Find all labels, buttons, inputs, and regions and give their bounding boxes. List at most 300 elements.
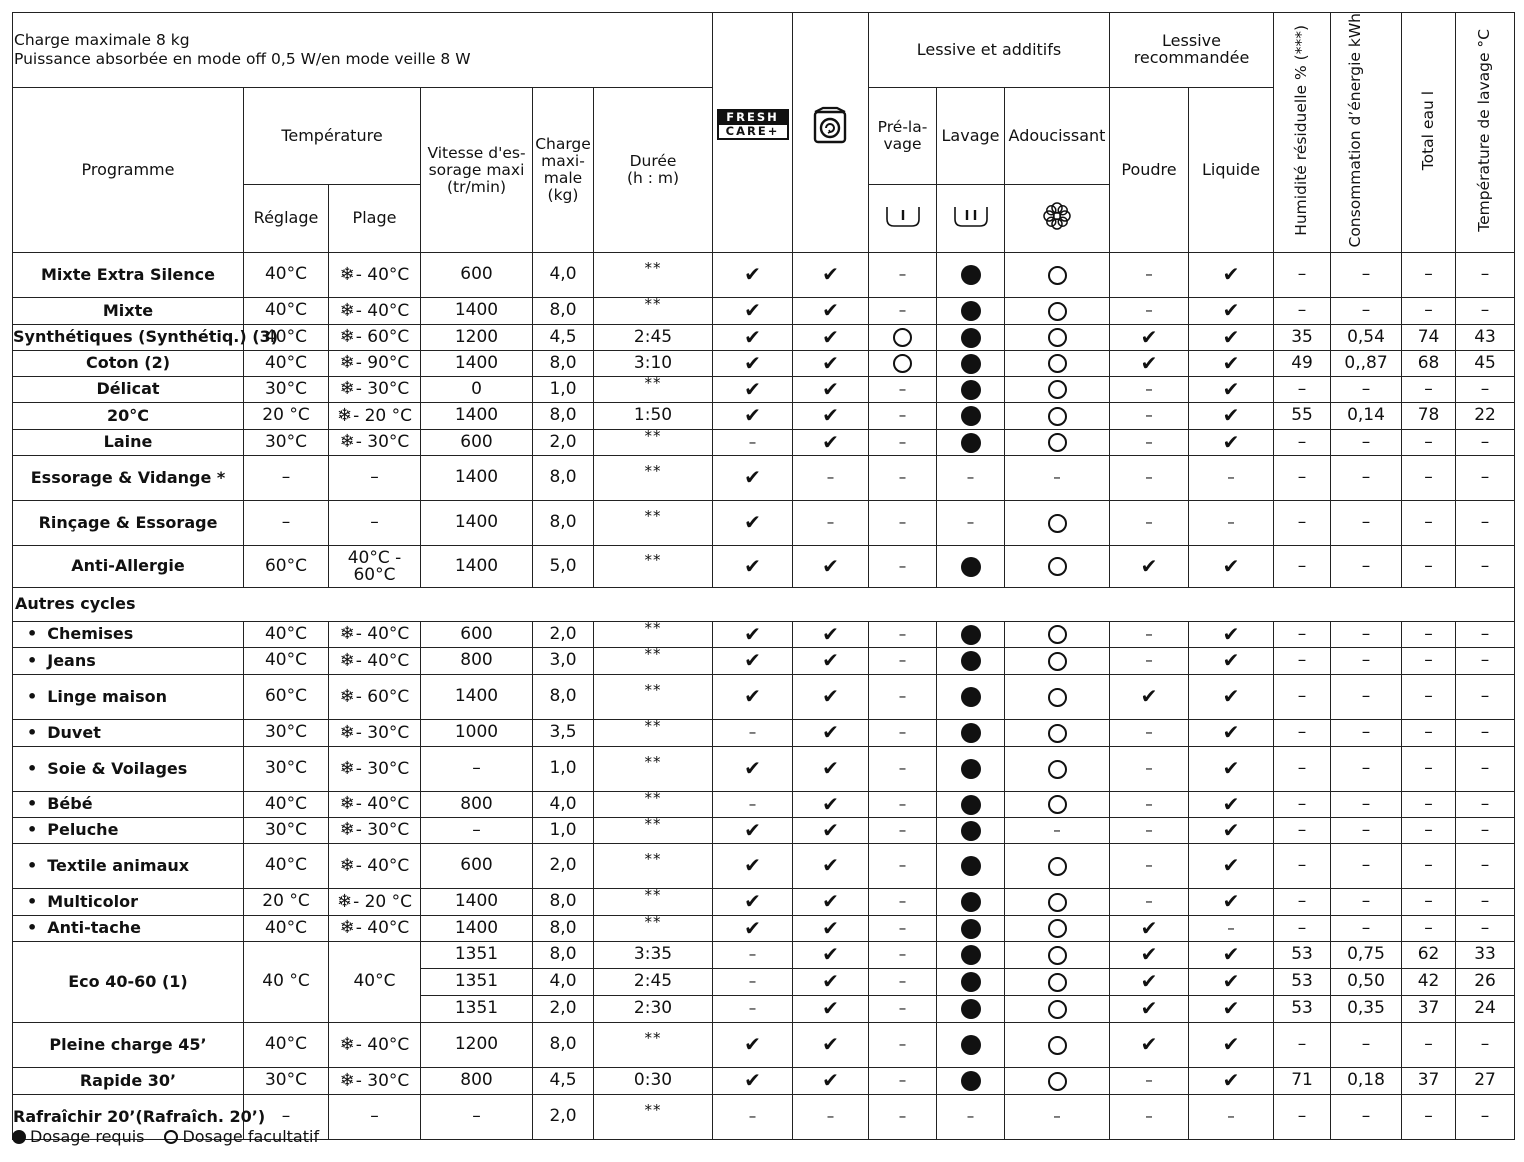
steam-cell [793,792,869,818]
spin-speed-value: 1351 [454,998,499,1019]
temp-setting: 40°C [244,298,329,325]
steam-cell [793,844,869,889]
legend-optional: Dosage facultatif [182,1127,320,1146]
water: – [1402,1095,1456,1140]
energy: 0,54 [1331,325,1402,351]
humidity: – [1274,377,1331,403]
dash-mark: – [898,1035,907,1054]
checkmark-icon: ✔ [1222,684,1240,709]
load-kg-value: 8,0 [549,512,577,533]
steam-cell [793,430,869,456]
fresh-cell [713,1068,793,1095]
steam-cell [793,298,869,325]
legend-required: Dosage requis [30,1127,145,1146]
checkmark-icon: ✔ [822,684,839,709]
temp-setting: – [244,456,329,501]
water: – [1402,430,1456,456]
energy: – [1331,501,1402,546]
humidity: – [1274,844,1331,889]
ado-cell [1005,648,1110,675]
humidity: 35 [1274,325,1331,351]
fresh-cell [713,1095,793,1140]
checkmark-icon: ✔ [1222,942,1240,967]
ado-cell [1005,675,1110,720]
checkmark-icon: ✔ [822,915,839,940]
prewash-header: Pré-la-vage [869,88,937,185]
spin-speed-value: 1400 [454,555,499,576]
max-load-header: Charge maxi-male (kg) [533,88,594,253]
table-row [13,844,1515,889]
energy: – [1331,844,1402,889]
checkmark-icon: ✔ [822,429,839,454]
drum-steam-icon [811,106,851,146]
spin-speed-value: 1400 [454,917,499,938]
ado-cell [1005,792,1110,818]
ring-icon [1048,1000,1067,1019]
compartment-II-icon [952,203,990,229]
table-row [13,430,1515,456]
temp-range-value: - 40°C [355,794,410,815]
ring-icon [1048,514,1067,533]
lav-cell [937,1023,1005,1068]
temp-range [329,622,421,648]
duration [594,426,713,456]
spin-speed-value: 1400 [454,300,499,321]
checkmark-icon: ✔ [744,1032,761,1057]
wash-temp: 45 [1456,351,1515,377]
water: – [1402,546,1456,588]
lav-cell [937,720,1005,747]
recommended-detergent-header: Lessive recommandée [1110,13,1274,88]
ado-cell [1005,622,1110,648]
checkmark-icon: ✔ [1222,403,1240,428]
duration [594,351,713,377]
filled-dot-icon [961,301,981,321]
liq-cell [1189,792,1274,818]
duration-value: ** [644,1029,662,1048]
programme-name: Rinçage & Essorage [13,501,244,546]
fresh-cell [713,996,793,1023]
ado-cell [1005,1095,1110,1140]
fresh-cell [713,747,793,792]
programme-name: • Textile animaux [13,844,244,889]
checkmark-icon: ✔ [822,942,839,967]
temp-range-value: - 20 °C [353,891,413,912]
temp-setting: 40°C [244,351,329,377]
checkmark-icon: ✔ [1222,853,1240,878]
humidity: – [1274,1023,1331,1068]
pre-cell [869,377,937,403]
duration [594,456,713,501]
dash-mark: – [1145,794,1153,813]
duration-value: 2:45 [633,326,673,347]
table-row [13,942,1515,969]
dash-mark: – [898,468,907,487]
fresh-cell [713,298,793,325]
spin-speed-value: 800 [460,1070,493,1091]
pre-cell [869,1023,937,1068]
dash-mark: – [898,892,907,911]
duration [594,618,713,648]
humidity: – [1274,792,1331,818]
section-row [13,588,1515,622]
load-kg [533,720,594,747]
dash-mark: – [1145,723,1153,742]
spin-speed [421,1068,533,1095]
spin-speed [421,351,533,377]
load-kg-value: 1,0 [549,819,577,840]
compartment-I-icon [884,203,922,229]
pre-cell [869,351,937,377]
temp-range-value: - 40°C [355,650,410,671]
temp-range-value: – [370,467,379,488]
water: 37 [1402,1068,1456,1095]
humidity: – [1274,546,1331,588]
checkmark-icon: ✔ [1222,817,1240,842]
liq-cell [1189,325,1274,351]
snowflake-icon: ❄ [339,1033,355,1055]
lav-cell [937,622,1005,648]
steam-cell [793,720,869,747]
load-kg-value: 2,0 [549,1106,577,1127]
wash-temp: – [1456,501,1515,546]
pou-cell [1110,1068,1189,1095]
load-kg [533,325,594,351]
dash-mark: – [898,406,907,425]
spin-speed [421,942,533,969]
energy: – [1331,377,1402,403]
lav-cell [937,844,1005,889]
ring-icon [1048,557,1067,576]
temp-range-value: - 90°C [355,353,410,374]
checkmark-icon: ✔ [822,376,839,401]
load-kg [533,996,594,1023]
ring-icon [1048,433,1067,452]
table-row [13,501,1515,546]
duration [594,675,713,720]
dash-mark: – [898,759,907,778]
load-kg-value: 2,0 [549,623,577,644]
duration-value: ** [644,1101,662,1120]
dash-mark: – [898,1071,907,1090]
wash-temp: – [1456,456,1515,501]
liq-cell [1189,675,1274,720]
liq-cell [1189,969,1274,996]
wash-temp: – [1456,818,1515,844]
lav-cell [937,501,1005,546]
programme-name: Laine [13,430,244,456]
snowflake-icon: ❄ [339,854,355,876]
energy: – [1331,1023,1402,1068]
filled-dot-icon [961,945,981,965]
checkmark-icon: ✔ [1140,1032,1158,1057]
steam-cell [793,648,869,675]
checkmark-icon: ✔ [1222,621,1240,646]
pre-cell [869,889,937,916]
water: – [1402,648,1456,675]
pre-cell [869,253,937,298]
programme-name: • Jeans [13,648,244,675]
checkmark-icon: ✔ [744,553,761,578]
spin-speed [421,818,533,844]
lav-cell [937,546,1005,588]
lav-cell [937,818,1005,844]
pre-cell [869,430,937,456]
pou-cell [1110,403,1189,430]
load-kg [533,969,594,996]
energy: – [1331,916,1402,942]
energy: – [1331,889,1402,916]
dash-mark: – [898,918,907,937]
dash-mark: – [1227,513,1235,532]
checkmark-icon: ✔ [822,350,839,375]
duration [594,1095,713,1140]
spin-speed [421,844,533,889]
filled-dot-icon [961,723,981,743]
checkmark-icon: ✔ [822,403,839,428]
checkmark-icon: ✔ [1140,553,1158,578]
temp-setting: 30°C [244,1068,329,1095]
dash-mark: – [898,379,907,398]
steam-cell [793,501,869,546]
checkmark-icon: ✔ [1222,1068,1240,1093]
table-row [13,253,1515,298]
checkmark-icon: ✔ [822,262,839,287]
humidity: – [1274,430,1331,456]
checkmark-icon: ✔ [744,853,761,878]
wash-temp: – [1456,377,1515,403]
load-kg-value: 3,5 [549,722,577,743]
fresh-cell [713,351,793,377]
checkmark-icon: ✔ [1140,969,1158,994]
energy: – [1331,792,1402,818]
dash-mark: – [826,513,835,532]
filled-dot-icon [961,687,981,707]
pou-cell [1110,253,1189,298]
table-row [13,403,1515,430]
filled-dot-icon [961,821,981,841]
wash-header: Lavage [937,88,1005,185]
load-kg-value: 4,5 [549,326,577,347]
humidity: – [1274,298,1331,325]
dash-mark: – [826,468,835,487]
pre-cell [869,325,937,351]
dash-mark: – [898,794,907,813]
load-kg-value: 2,0 [549,998,577,1019]
temp-setting: 60°C [244,546,329,588]
lav-cell [937,403,1005,430]
temp-range [329,747,421,792]
humidity-label: Humidité résiduelle % (***) [1292,24,1311,236]
steam-cell [793,1023,869,1068]
pre-cell [869,818,937,844]
dash-mark: – [1053,468,1061,487]
humidity: 71 [1274,1068,1331,1095]
duration [594,373,713,403]
dash-mark: – [1227,1107,1235,1126]
table-row [13,456,1515,501]
load-kg [533,942,594,969]
wash-temp-label: Température de lavage °C [1475,28,1494,232]
checkmark-icon: ✔ [744,648,761,673]
energy: – [1331,430,1402,456]
duration [594,1068,713,1095]
spin-speed-value: 1400 [454,686,499,707]
liquid-header: Liquide [1189,88,1274,253]
programme-name: Anti-Allergie [13,546,244,588]
temp-range [329,351,421,377]
temp-setting: 30°C [244,747,329,792]
checkmark-icon: ✔ [822,756,839,781]
humidity: – [1274,818,1331,844]
dash-mark: – [1145,820,1153,839]
energy: – [1331,818,1402,844]
dash-mark: – [898,820,907,839]
pre-cell [869,844,937,889]
dash-mark: – [1227,918,1235,937]
wash-temp: – [1456,792,1515,818]
spin-speed-value: – [472,1106,481,1127]
spin-speed [421,403,533,430]
temp-setting: 30°C [244,720,329,747]
duration-value: ** [644,886,662,905]
softener-header: Adoucissant [1005,88,1110,185]
dash-mark: – [1145,468,1153,487]
spin-speed-header: Vitesse d'es-sorage maxi (tr/min) [421,88,533,253]
humidity: – [1274,747,1331,792]
temp-range-value: - 20 °C [353,405,413,426]
duration [594,942,713,969]
temp-range-value: - 40°C [355,264,410,285]
programme-name: Synthétiques (Synthétiq.) (3) [13,325,244,351]
spin-speed-value: – [472,819,481,840]
dash-mark: – [898,1107,907,1126]
temp-range [329,792,421,818]
power-text: Puissance absorbée en mode off 0,5 W/en mode veille 8 W [14,50,471,68]
ado-cell [1005,916,1110,942]
load-kg [533,430,594,456]
temp-setting: 30°C [244,430,329,456]
liq-cell [1189,1068,1274,1095]
spin-speed [421,747,533,792]
ring-icon [1048,266,1067,285]
snowflake-icon: ❄ [336,404,353,426]
fresh-cell [713,889,793,916]
ring-icon [1048,354,1067,373]
snowflake-icon: ❄ [339,431,355,453]
temp-range-value: - 30°C [355,820,410,841]
temp-setting: 40°C [244,253,329,298]
lav-cell [937,747,1005,792]
dash-mark: – [748,945,757,964]
fresh-cell [713,942,793,969]
water: – [1402,298,1456,325]
snowflake-icon: ❄ [339,263,355,285]
wash-temp: – [1456,844,1515,889]
dash-mark: – [1227,468,1235,487]
humidity: – [1274,1095,1331,1140]
table-row [13,675,1515,720]
humidity: – [1274,916,1331,942]
temp-setting: – [244,501,329,546]
humidity-header [1274,13,1331,253]
lav-cell [937,325,1005,351]
water: – [1402,844,1456,889]
lav-cell [937,996,1005,1023]
energy: – [1331,622,1402,648]
wash-icon-cell [937,185,1005,253]
dash-mark: – [1145,513,1153,532]
ado-cell [1005,1023,1110,1068]
water: – [1402,1023,1456,1068]
checkmark-icon: ✔ [822,889,839,914]
liq-cell [1189,456,1274,501]
temp-range [329,377,421,403]
filled-dot-icon [961,406,981,426]
temp-setting: 40°C [244,648,329,675]
energy: 0,75 [1331,942,1402,969]
snowflake-icon: ❄ [339,378,355,400]
dash-mark: – [1145,759,1153,778]
checkmark-icon: ✔ [744,376,761,401]
ring-icon [1048,893,1067,912]
programme-name: Pleine charge 45’ [13,1023,244,1068]
temp-setting: 40°C [244,1023,329,1068]
temp-range [329,844,421,889]
programme-name: • Linge maison [13,675,244,720]
pre-cell [869,648,937,675]
snowflake-icon: ❄ [339,1069,355,1091]
ado-cell [1005,501,1110,546]
checkmark-icon: ✔ [822,621,839,646]
dash-mark: – [1145,301,1153,320]
programme-name: • Soie & Voilages [13,747,244,792]
checkmark-icon: ✔ [1140,996,1158,1021]
temp-setting: 60°C [244,675,329,720]
pre-cell [869,501,937,546]
spin-speed-value: 600 [460,264,493,285]
pre-cell [869,969,937,996]
snowflake-icon: ❄ [339,352,355,374]
spin-speed [421,675,533,720]
duration [594,295,713,325]
table-row [13,889,1515,916]
programme-name: Eco 40-60 (1) [13,942,244,1023]
fresh-cell [713,969,793,996]
checkmark-icon: ✔ [1140,324,1158,349]
energy-label: Consommation d’énergie kWh [1346,13,1365,248]
load-kg [533,298,594,325]
checkmark-icon: ✔ [822,1032,839,1057]
spin-speed [421,1095,533,1140]
ring-icon [1048,857,1067,876]
spin-speed [421,546,533,588]
duration-value: ** [644,259,662,278]
water: – [1402,501,1456,546]
filled-dot-icon [961,919,981,939]
dash-mark: – [898,265,907,284]
load-kg [533,818,594,844]
programme-name: Délicat [13,377,244,403]
lav-cell [937,792,1005,818]
table-row [13,747,1515,792]
ring-icon [1048,302,1067,321]
humidity: 55 [1274,403,1331,430]
wash-temp: – [1456,916,1515,942]
checkmark-icon: ✔ [1140,684,1158,709]
duration-value: 3:35 [633,944,673,965]
ring-icon [1048,1036,1067,1055]
